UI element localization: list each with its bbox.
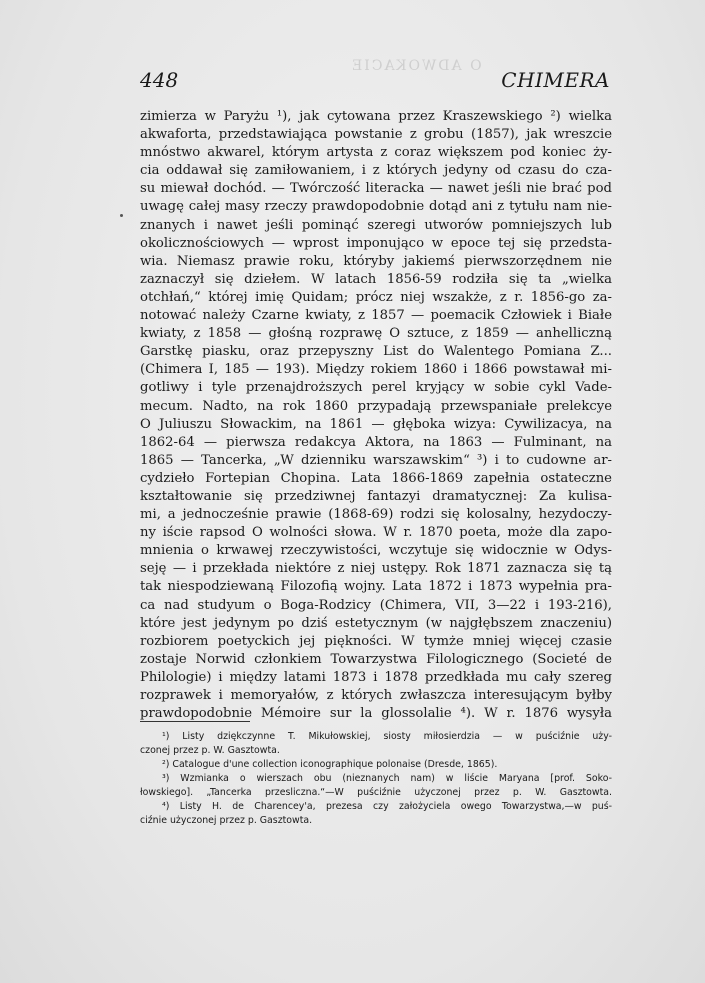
body-line: mi, a jednocześnie prawie (1868-69) rodzi się kolosalny, hezydoczy- <box>140 507 612 523</box>
body-line: mecum. Nadto, na rok 1860 przypadają przewspaniałe prelekcye <box>140 398 612 414</box>
body-line: prawdopodobnie Mémoire sur la glossolalie ⁴). W r. 1876 wysyła <box>140 706 612 722</box>
body-line: otchłań,“ której imię Quidam; prócz niej wszakże, z r. 1856-go za- <box>140 289 612 305</box>
body-line: Philologie) i między latami 1873 i 1878 przedkłada mu cały szereg <box>140 669 612 685</box>
body-line: rozbiorem poetyckich jej piękności. W tymże mniej więcej czasie <box>140 633 612 649</box>
footnote-line: ciźnie użyczonej przez p. Gasztowta. <box>140 815 313 826</box>
body-line: ca nad studyum o Boga-Rodzicy (Chimera, VII, 3—22 i 193-216), <box>140 597 612 613</box>
footnote-line: łowskiego]. „Tancerka przesliczna.“—W puściźnie użyczonej przez p. W. Gasztowta. <box>140 787 612 798</box>
body-line: (Chimera I, 185 — 193). Między rokiem 1860 i 1866 powstawał mi- <box>140 362 612 378</box>
footnote-line: ³) Wzmianka o wierszach obu (nieznanych nam) w liście Maryana [prof. Soko- <box>162 773 612 784</box>
body-line: które jest jedynym po dziś estetycznym (w najgłębszem znaczeniu) <box>140 615 612 631</box>
body-line: okolicznościowych — wprost imponująco w epoce tej się przedsta- <box>140 235 612 251</box>
body-line: Garstkę piasku, oraz przepyszny List do Walentego Pomiana Z... <box>140 344 612 360</box>
body-line: su miewał dochód. — Twórczość literacka — nawet jeśli nie brać pod <box>140 181 612 197</box>
footnote-rule <box>140 721 250 722</box>
body-line: uwagę całej masy rzeczy prawdopodobnie dotąd ani z tytułu nam nie- <box>140 199 612 215</box>
body-line: zostaje Norwid członkiem Towarzystwa Filologicznego (Societé de <box>140 651 612 667</box>
body-line: cia oddawał się zamiłowaniem, i z których jedyny od czasu do cza- <box>140 163 612 179</box>
body-line: kwiaty, z 1858 — głośną rozprawę O sztuce, z 1859 — anhelliczną <box>140 326 612 342</box>
body-line: tak niespodziewaną Filozofią wojny. Lata 1872 i 1873 wypełnia pra- <box>140 579 612 595</box>
footnote-line: ¹) Listy dziękczynne T. Mikułowskiej, siosty miłosierdzia — w puściźnie uży- <box>162 731 612 742</box>
ink-speck <box>120 214 123 217</box>
body-line: znanych i nawet jeśli pominąć szeregi utworów pomniejszych lub <box>140 217 612 233</box>
body-line: seję — i przekłada niektóre z niej ustępy. Rok 1871 zaznacza się tą <box>140 561 612 577</box>
body-line: notować należy Czarne kwiaty, z 1857 — poemacik Człowiek i Białe <box>140 308 612 324</box>
body-text <box>140 108 612 723</box>
bleed-through-text: O ADWOKACIE <box>350 58 482 74</box>
body-line: wia. Niemasz prawie roku, któryby jakiemś pierwszorzędnem nie <box>140 253 612 269</box>
body-line: mnienia o krwawej rzeczywistości, wczytuje się widocznie w Odys- <box>140 543 612 559</box>
body-line: gotliwy i tyle przenajdroższych perel kryjący w sobie cykl Vade- <box>140 380 612 396</box>
body-line: mnóstwo akwarel, którym artysta z coraz większem pod koniec ży- <box>140 145 612 161</box>
body-line: O Juliuszu Słowackim, na 1861 — głęboka wizya: Cywilizacya, na <box>140 416 612 432</box>
body-line: cydzieło Fortepian Chopina. Lata 1866-1869 zapełnia ostateczne <box>140 470 612 486</box>
body-line: ny iście rapsod O wolności słowa. W r. 1870 poeta, może dla zapo- <box>140 525 612 541</box>
body-line: kształtowanie się przedziwnej fantazyi dramatycznej: Za kulisa- <box>140 488 612 504</box>
body-line: zaznaczył się dziełem. W latach 1856-59 rodziła się ta „wielka <box>140 271 612 287</box>
body-line: zimierza w Paryżu ¹), jak cytowana przez Kraszewskiego ²) wielka <box>140 109 612 124</box>
body-line: rozprawek i memoryałów, z których zwłaszcza interesującym byłby <box>140 688 612 703</box>
page-number: 448 <box>140 68 179 92</box>
body-line: akwaforta, przedstawiająca powstanie z grobu (1857), jak wreszcie <box>140 127 612 143</box>
footnote-line: czonej przez p. W. Gasztowta. <box>140 745 280 756</box>
running-title: CHIMERA <box>501 68 610 92</box>
footnote-line: ⁴) Listy H. de Charencey'a, prezesa czy założyciela owego Towarzystwa,—w puś- <box>162 801 612 812</box>
footnotes <box>140 730 612 828</box>
body-line: 1862-64 — pierwsza redakcya Aktora, na 1863 — Fulminant, na <box>140 434 612 450</box>
body-line: 1865 — Tancerka, „W dzienniku warszawskim“ ³) i to cudowne ar- <box>140 452 612 468</box>
footnote-line: ²) Catalogue d'une collection iconographique polonaise (Dresde, 1865). <box>162 759 498 770</box>
